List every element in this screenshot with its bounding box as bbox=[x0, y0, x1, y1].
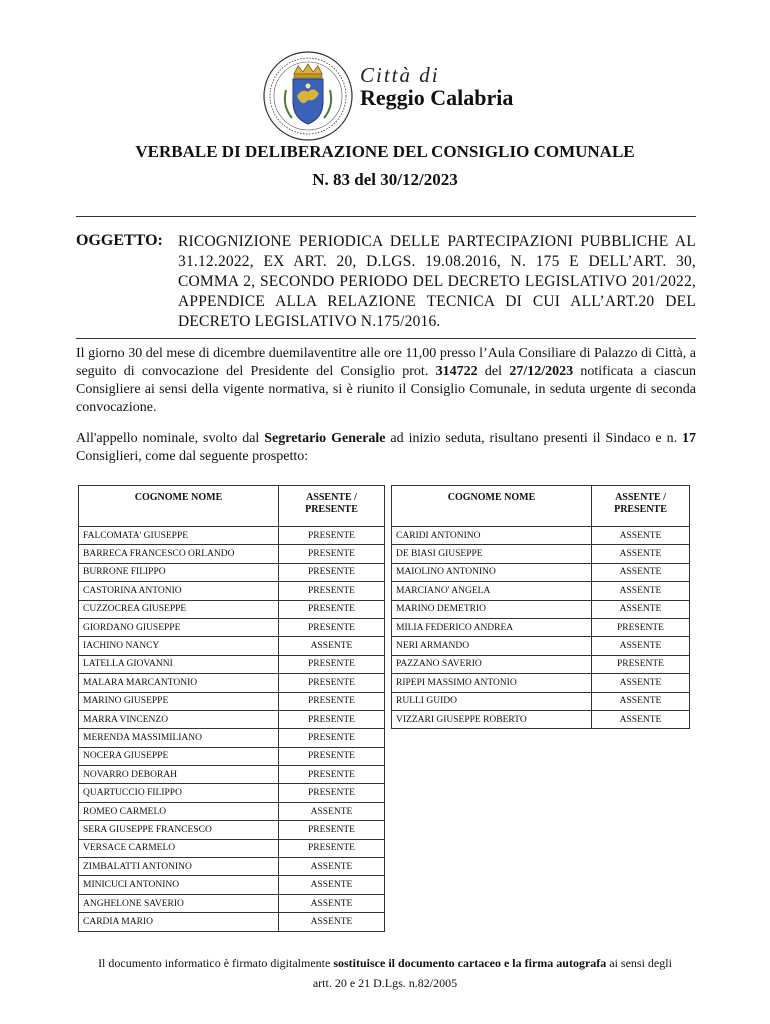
session-text-1: Il giorno 30 del mese di dicembre duemilaventitre alle ore 11,00 presso l’Aula Consiliare di Palazzo di Città, a seguito di convocazione del Presidente del Consiglio prot. bbox=[76, 346, 696, 379]
attendance-status: ASSENTE bbox=[592, 674, 690, 692]
attendance-status: ASSENTE bbox=[592, 710, 690, 728]
councillor-name: PAZZANO SAVERIO bbox=[392, 655, 592, 673]
table-row bbox=[79, 655, 385, 673]
attendance-status: PRESENTE bbox=[279, 784, 385, 802]
councillor-name: QUARTUCCIO FILIPPO bbox=[79, 784, 279, 802]
attendance-status: PRESENTE bbox=[279, 710, 385, 728]
councillor-name: MARINO DEMETRIO bbox=[392, 600, 592, 618]
table-row bbox=[79, 858, 385, 876]
session-text-3: notificata a ciascun Consigliere ai sensi della vigente normativa, si è riunito il Consiglio Comunale, in seduta urgente di seconda convocazione. bbox=[76, 364, 697, 415]
table-row bbox=[392, 637, 690, 655]
roll-text-1: All'appello nominale, svolto dal bbox=[76, 431, 265, 446]
table-row bbox=[79, 913, 385, 931]
city-name-line2: Reggio Calabria bbox=[360, 85, 514, 110]
attendance-status: ASSENTE bbox=[592, 563, 690, 581]
councillor-name: FALCOMATA' GIUSEPPE bbox=[79, 527, 279, 545]
table-row bbox=[79, 600, 385, 618]
attendance-status: PRESENTE bbox=[279, 747, 385, 765]
city-logo-text bbox=[360, 64, 513, 110]
attendance-status: PRESENTE bbox=[279, 674, 385, 692]
status-header-line2: PRESENTE bbox=[614, 504, 667, 515]
attendance-status: PRESENTE bbox=[592, 655, 690, 673]
councillor-name: NOVARRO DEBORAH bbox=[79, 766, 279, 784]
footer-text-1: Il documento informatico è firmato digitalmente bbox=[98, 956, 334, 970]
table-row bbox=[79, 563, 385, 581]
councillor-name: MINICUCI ANTONINO bbox=[79, 876, 279, 894]
councillor-name: MARINO GIUSEPPE bbox=[79, 692, 279, 710]
councillor-name: RULLI GUIDO bbox=[392, 692, 592, 710]
table-row bbox=[79, 674, 385, 692]
divider-top bbox=[76, 216, 696, 217]
attendance-status: PRESENTE bbox=[279, 692, 385, 710]
councillor-name: MARCIANO' ANGELA bbox=[392, 582, 592, 600]
attendance-status: ASSENTE bbox=[279, 858, 385, 876]
attendance-status: ASSENTE bbox=[279, 894, 385, 912]
roll-text-3: Consiglieri, come dal seguente prospetto: bbox=[76, 449, 309, 464]
attendance-status: ASSENTE bbox=[592, 600, 690, 618]
attendance-status: PRESENTE bbox=[279, 582, 385, 600]
status-header-line1: ASSENTE / bbox=[306, 492, 357, 503]
table-row bbox=[392, 710, 690, 728]
councillor-name: CASTORINA ANTONIO bbox=[79, 582, 279, 600]
councillor-count: 17 bbox=[681, 431, 696, 446]
table-row bbox=[392, 655, 690, 673]
attendance-status: PRESENTE bbox=[279, 821, 385, 839]
column-header-status bbox=[279, 486, 385, 527]
table-row bbox=[392, 692, 690, 710]
session-paragraph bbox=[76, 345, 696, 417]
attendance-status: ASSENTE bbox=[592, 545, 690, 563]
attendance-status: PRESENTE bbox=[279, 766, 385, 784]
councillor-name: MILIA FEDERICO ANDREA bbox=[392, 618, 592, 636]
document-number: N. 83 del 30/12/2023 bbox=[312, 170, 458, 189]
table-row bbox=[79, 747, 385, 765]
oggetto-text: RICOGNIZIONE PERIODICA DELLE PARTECIPAZIONI PUBBLICHE AL 31.12.2022, EX ART. 20, D.LGS. 19.08.2016, N. 175 E DELL’ART. 30, COMMA 2, SECONDO PERIODO DEL DECRETO LEGISLATIVO 201/2022, APPENDICE ALLA RELAZIONE TECNICA DI CUI ALL’ART.20 DEL DECRETO LEGISLATIVO N.175/2016. bbox=[178, 233, 696, 330]
table-row bbox=[392, 674, 690, 692]
table-row bbox=[392, 618, 690, 636]
councillor-name: BARRECA FRANCESCO ORLANDO bbox=[79, 545, 279, 563]
table-row bbox=[79, 802, 385, 820]
table-row bbox=[392, 582, 690, 600]
councillor-name: DE BIASI GIUSEPPE bbox=[392, 545, 592, 563]
status-header-line2: PRESENTE bbox=[305, 504, 358, 515]
councillor-name: SERA GIUSEPPE FRANCESCO bbox=[79, 821, 279, 839]
oggetto-label: OGGETTO: bbox=[76, 232, 163, 249]
column-header-name: COGNOME NOME bbox=[79, 486, 279, 527]
councillor-name: MARRA VINCENZO bbox=[79, 710, 279, 728]
attendance-status: PRESENTE bbox=[279, 618, 385, 636]
legal-reference: artt. 20 e 21 D.Lgs. n.82/2005 bbox=[312, 976, 458, 990]
footer-text-2: ai sensi degli bbox=[606, 956, 672, 970]
city-name-line1: Città di bbox=[360, 63, 440, 87]
table-row bbox=[79, 839, 385, 857]
table-row bbox=[79, 821, 385, 839]
table-row bbox=[392, 545, 690, 563]
table-row bbox=[79, 692, 385, 710]
councillor-name: CARDIA MARIO bbox=[79, 913, 279, 931]
attendance-status: PRESENTE bbox=[279, 563, 385, 581]
attendance-table-left bbox=[78, 485, 385, 932]
attendance-table-right bbox=[391, 485, 690, 729]
attendance-status: PRESENTE bbox=[279, 729, 385, 747]
column-header-name: COGNOME NOME bbox=[392, 486, 592, 527]
attendance-status: ASSENTE bbox=[592, 692, 690, 710]
footer-bold-text: sostituisce il documento cartaceo e la firma autografa bbox=[333, 956, 607, 970]
councillor-name: MERENDA MASSIMILIANO bbox=[79, 729, 279, 747]
table-row bbox=[79, 784, 385, 802]
attendance-status: ASSENTE bbox=[279, 802, 385, 820]
table-row bbox=[79, 729, 385, 747]
councillor-name: LATELLA GIOVANNI bbox=[79, 655, 279, 673]
document-title: VERBALE DI DELIBERAZIONE DEL CONSIGLIO COMUNALE bbox=[135, 142, 635, 161]
councillor-name: NERI ARMANDO bbox=[392, 637, 592, 655]
attendance-status: ASSENTE bbox=[592, 527, 690, 545]
councillor-name: NOCERA GIUSEPPE bbox=[79, 747, 279, 765]
convocation-date: 27/12/2023 bbox=[509, 364, 574, 379]
table-row bbox=[79, 876, 385, 894]
table-row bbox=[392, 563, 690, 581]
councillor-name: MALARA MARCANTONIO bbox=[79, 674, 279, 692]
councillor-name: ANGHELONE SAVERIO bbox=[79, 894, 279, 912]
councillor-name: VIZZARI GIUSEPPE ROBERTO bbox=[392, 710, 592, 728]
councillor-name: BURRONE FILIPPO bbox=[79, 563, 279, 581]
councillor-name: IACHINO NANCY bbox=[79, 637, 279, 655]
councillor-name: MAIOLINO ANTONINO bbox=[392, 563, 592, 581]
councillor-name: CUZZOCREA GIUSEPPE bbox=[79, 600, 279, 618]
status-header-line1: ASSENTE / bbox=[615, 492, 666, 503]
councillor-name: RIPEPI MASSIMO ANTONIO bbox=[392, 674, 592, 692]
councillor-name: ZIMBALATTI ANTONINO bbox=[79, 858, 279, 876]
attendance-status: PRESENTE bbox=[279, 600, 385, 618]
roll-text-2: ad inizio seduta, risultano presenti il Sindaco e n. bbox=[385, 431, 682, 446]
attendance-status: ASSENTE bbox=[592, 637, 690, 655]
attendance-status: PRESENTE bbox=[279, 527, 385, 545]
table-row bbox=[392, 600, 690, 618]
table-row bbox=[79, 710, 385, 728]
councillor-name: CARIDI ANTONINO bbox=[392, 527, 592, 545]
protocol-number: 314722 bbox=[435, 364, 478, 379]
secretary-role: Segretario Generale bbox=[264, 431, 386, 446]
table-row bbox=[79, 582, 385, 600]
councillor-name: VERSACE CARMELO bbox=[79, 839, 279, 857]
attendance-status: ASSENTE bbox=[279, 637, 385, 655]
table-row bbox=[392, 527, 690, 545]
table-row bbox=[79, 894, 385, 912]
attendance-status: ASSENTE bbox=[592, 582, 690, 600]
roll-call-paragraph bbox=[76, 430, 696, 466]
attendance-status: PRESENTE bbox=[279, 839, 385, 857]
table-row bbox=[79, 637, 385, 655]
session-text-2: del bbox=[477, 364, 510, 379]
table-row bbox=[79, 545, 385, 563]
attendance-status: PRESENTE bbox=[279, 545, 385, 563]
attendance-status: ASSENTE bbox=[279, 913, 385, 931]
table-row bbox=[79, 618, 385, 636]
attendance-status: PRESENTE bbox=[279, 655, 385, 673]
column-header-status bbox=[592, 486, 690, 527]
attendance-status: ASSENTE bbox=[279, 876, 385, 894]
digital-signature-note bbox=[0, 956, 770, 971]
divider-middle bbox=[76, 338, 696, 339]
attendance-status: PRESENTE bbox=[592, 618, 690, 636]
city-seal-icon bbox=[262, 50, 354, 142]
councillor-name: ROMEO CARMELO bbox=[79, 802, 279, 820]
table-row bbox=[79, 527, 385, 545]
councillor-name: GIORDANO GIUSEPPE bbox=[79, 618, 279, 636]
table-row bbox=[79, 766, 385, 784]
